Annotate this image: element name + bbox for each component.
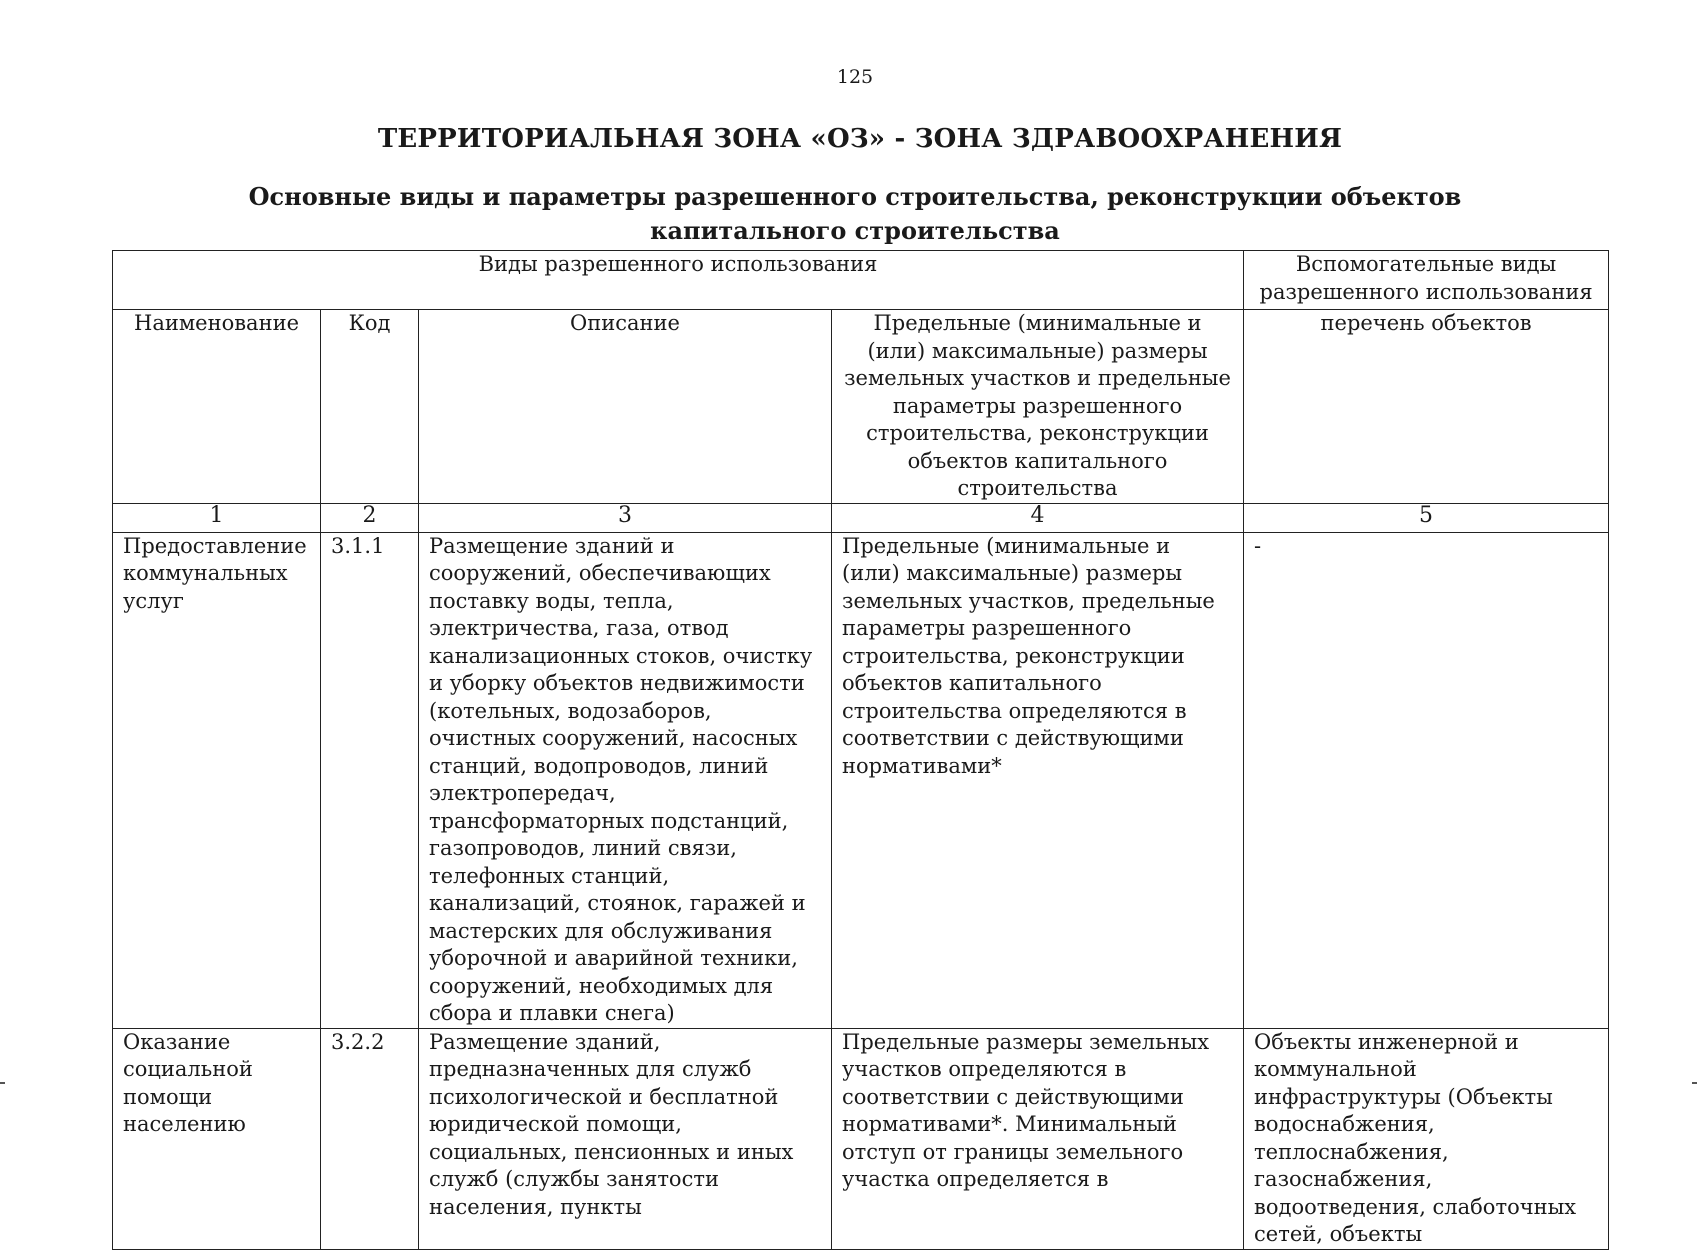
group-header-aux: Вспомогательные виды разрешенного использования	[1244, 251, 1609, 310]
row-limits: Предельные (минимальные и (или) максимальные) размеры земельных участков, предельные параметры разрешенного строительства, реконструкции объектов капитального строительства определяются в соответствии с действующими нормативами*	[832, 532, 1244, 1028]
column-header-limits: Предельные (минимальные и (или) максимальные) размеры земельных участков и предельные параметры разрешенного строительства, реконструкции объектов капитального строительства	[832, 310, 1244, 504]
table-row	[113, 1028, 1609, 1249]
page-number: 125	[836, 66, 874, 88]
group-header-main: Виды разрешенного использования	[113, 251, 1244, 310]
column-number: 3	[419, 503, 832, 532]
row-auxiliary: -	[1244, 532, 1609, 1028]
group-header-row	[113, 251, 1609, 310]
column-header-row	[113, 310, 1609, 504]
scan-edge-mark	[1692, 1082, 1697, 1084]
row-description: Размещение зданий и сооружений, обеспечивающих поставку воды, тепла, электричества, газа, отвод канализационных стоков, очистку и уборку объектов недвижимости (котельных, водозаборов, очистных сооружений, насосных станций, водопроводов, линий электропередач, трансформаторных подстанций, газопроводов, линий связи, телефонных станций, канализаций, стоянок, гаражей и мастерских для обслуживания уборочной и аварийной техники, сооружений, необходимых для сбора и плавки снега)	[419, 532, 832, 1028]
row-name: Предоставление коммунальных услуг	[113, 532, 321, 1028]
column-number: 1	[113, 503, 321, 532]
zone-title: ТЕРРИТОРИАЛЬНАЯ ЗОНА «ОЗ» - ЗОНА ЗДРАВООХРАНЕНИЯ	[377, 124, 1343, 154]
row-code: 3.1.1	[321, 532, 419, 1028]
table-row	[113, 532, 1609, 1028]
scan-edge-mark	[0, 1082, 5, 1084]
column-header-name: Наименование	[113, 310, 321, 504]
row-name: Оказание социальной помощи населению	[113, 1028, 321, 1249]
row-code: 3.2.2	[321, 1028, 419, 1249]
column-number-row	[113, 503, 1609, 532]
column-number: 5	[1244, 503, 1609, 532]
column-header-object-list: перечень объектов	[1244, 310, 1609, 504]
section-title: Основные виды и параметры разрешенного строительства, реконструкции объектов капитального строительства	[248, 182, 1462, 245]
row-description: Размещение зданий, предназначенных для служб психологической и бесплатной юридической помощи, социальных, пенсионных и иных служб (службы занятости населения, пункты	[419, 1028, 832, 1249]
column-header-code: Код	[321, 310, 419, 504]
row-limits: Предельные размеры земельных участков определяются в соответствии с действующими нормативами*. Минимальный отступ от границы земельного участка определяется в	[832, 1028, 1244, 1249]
column-header-description: Описание	[419, 310, 832, 504]
permitted-use-table	[112, 250, 1609, 1250]
column-number: 4	[832, 503, 1244, 532]
column-number: 2	[321, 503, 419, 532]
row-auxiliary: Объекты инженерной и коммунальной инфраструктуры (Объекты водоснабжения, теплоснабжения, газоснабжения, водоотведения, слаботочных сетей, объекты	[1244, 1028, 1609, 1249]
